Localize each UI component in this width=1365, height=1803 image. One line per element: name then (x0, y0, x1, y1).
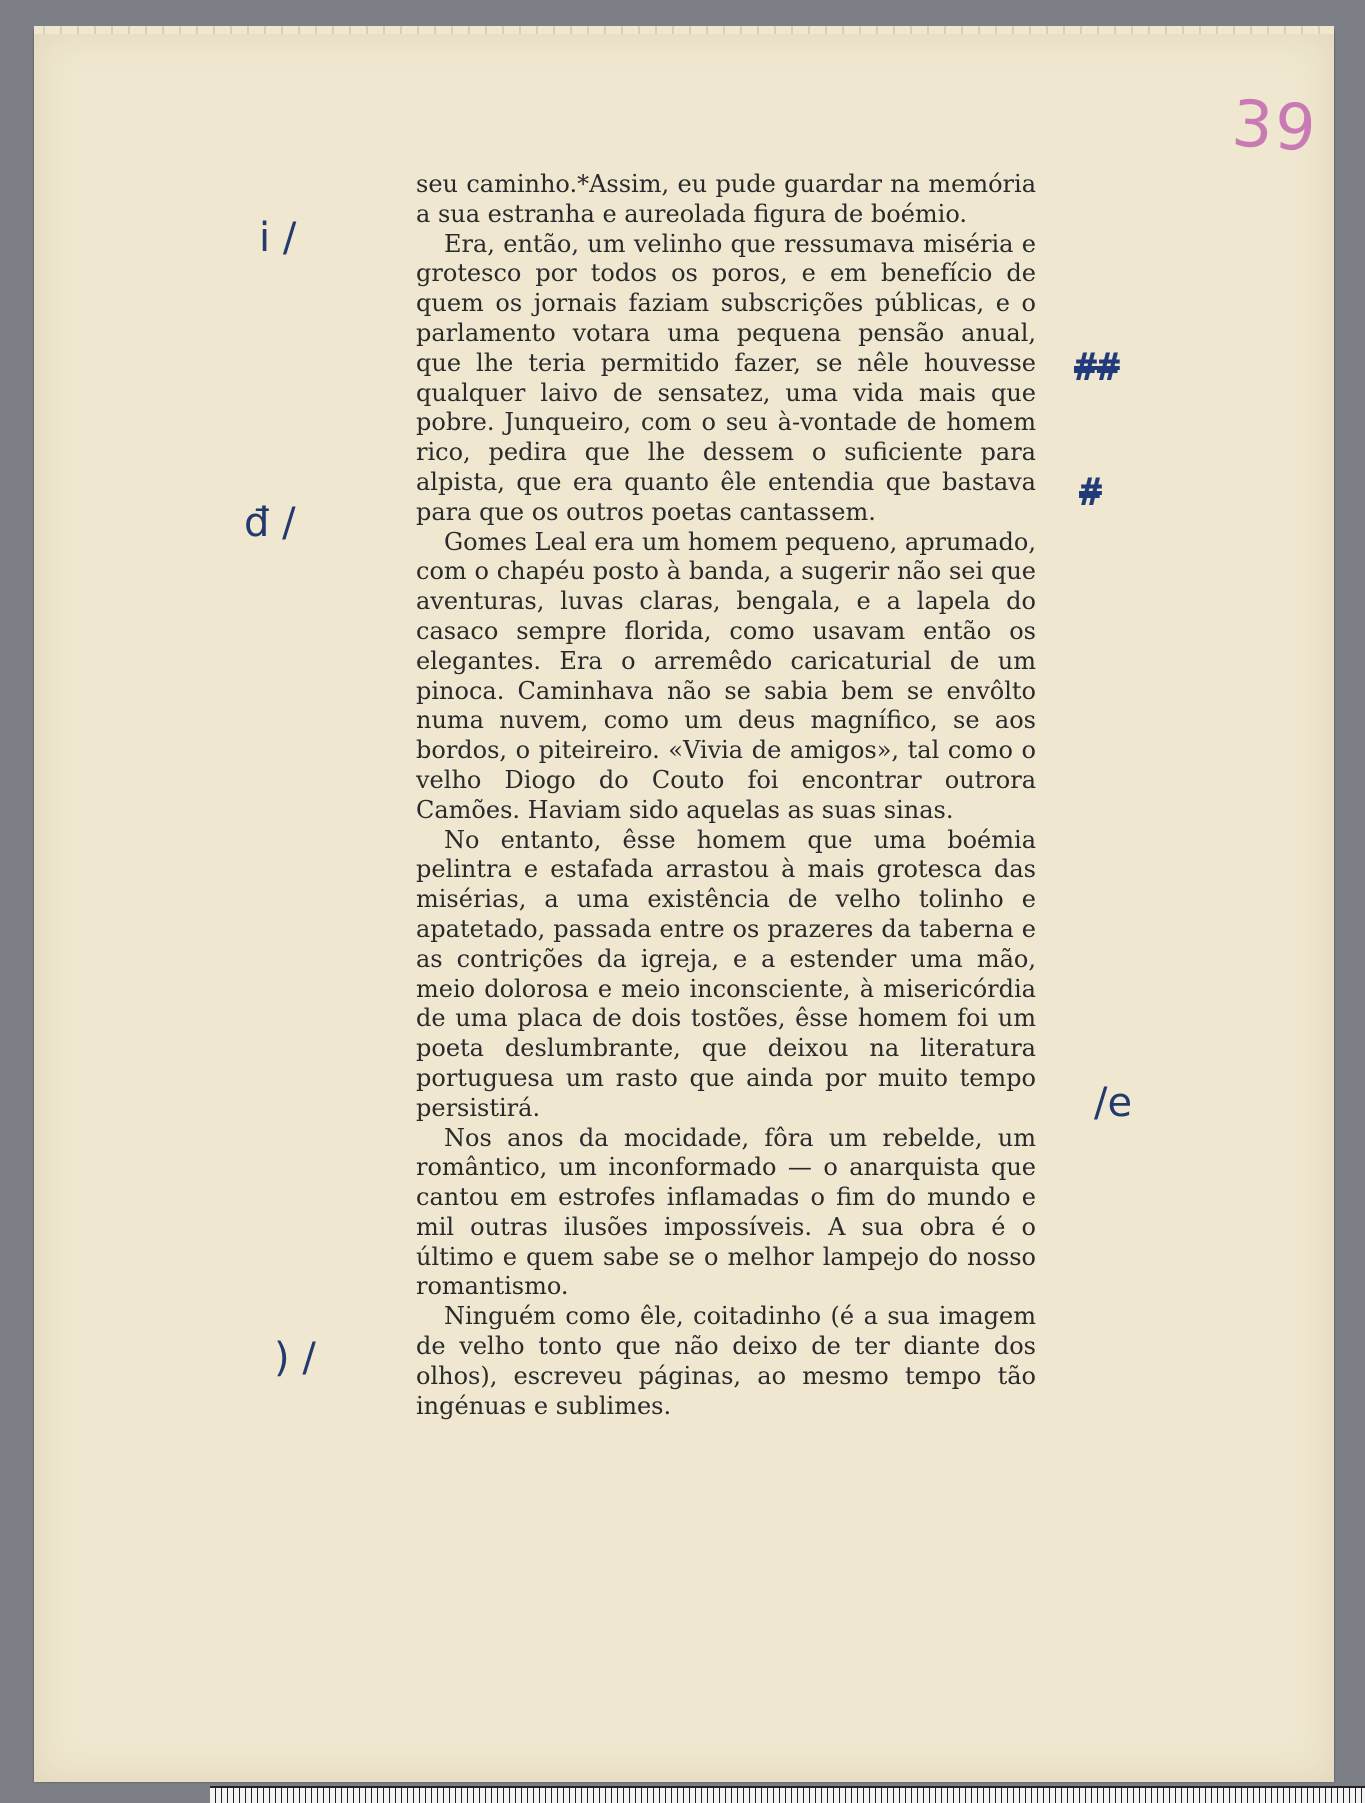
scribbled-correction-1: ## (1074, 345, 1120, 389)
paragraph: seu caminho.*Assim, eu pude guardar na memória a sua estranha e aureolada figura de boémio. (416, 170, 1036, 228)
scribbled-correction-2: # (1079, 470, 1102, 514)
body-text (416, 170, 1036, 1421)
paragraph: Era, então, um velinho que ressumava miséria e grotesco por todos os poros, e em benefício de quem os jornais faziam subscrições públicas, e o parlamento votara uma pequena pensão anual, que lhe teria permitido fazer, se nêle houvesse qualquer laivo de sensatez, uma vida mais que pobre. Junqueiro, com o seu à-vontade de homem rico, pedira que lhe dessem o suficiente para alpista, que era quanto êle entendia que bastava para que os outros poetas cantassem. (416, 229, 1036, 526)
page-number: 39 (1229, 87, 1320, 167)
margin-correction-left-1: i / (259, 215, 297, 261)
margin-correction-right-1: /e (1094, 1080, 1133, 1126)
scan-ruler (210, 1786, 1365, 1803)
manuscript-page (34, 30, 1334, 1782)
paragraph: Gomes Leal era um homem pequeno, aprumado, com o chapéu posto à banda, a sugerir não sei que aventuras, luvas claras, bengala, e a lapela do casaco sempre florida, como usavam então os elegantes. Era o arremêdo caricaturial de um pinoca. Caminhava não se sabia bem se envôlto numa nuvem, como um deus magnífico, se aos bordos, o piteireiro. «Vivia de amigos», tal como o velho Diogo do Couto foi encontrar outrora Camões. Haviam sido aquelas as suas sinas. (416, 527, 1036, 824)
paragraph: Nos anos da mocidade, fôra um rebelde, um romântico, um inconformado — o anarquista que cantou em estrofes inflamadas o fim do mundo e mil outras ilusões impossíveis. A sua obra é o último e quem sabe se o melhor lampejo do nosso romantismo. (416, 1123, 1036, 1301)
paragraph: Ninguém como êle, coitadinho (é a sua imagem de velho tonto que não deixo de ter diante dos olhos), escreveu páginas, ao mesmo tempo tão ingénuas e sublimes. (416, 1302, 1036, 1420)
paragraph: No entanto, êsse homem que uma boémia pelintra e estafada arrastou à mais grotesca das misérias, a uma existência de velho tolinho e apatetado, passada entre os prazeres da taberna e as contrições da igreja, e a estender uma mão, meio dolorosa e meio inconsciente, à misericórdia de uma placa de dois tostões, êsse homem foi um poeta deslumbrante, que deixou na literatura portuguesa um rasto que ainda por muito tempo persistirá. (416, 825, 1036, 1122)
margin-correction-left-2: đ / (244, 500, 296, 546)
margin-correction-left-3: ) / (274, 1335, 316, 1381)
